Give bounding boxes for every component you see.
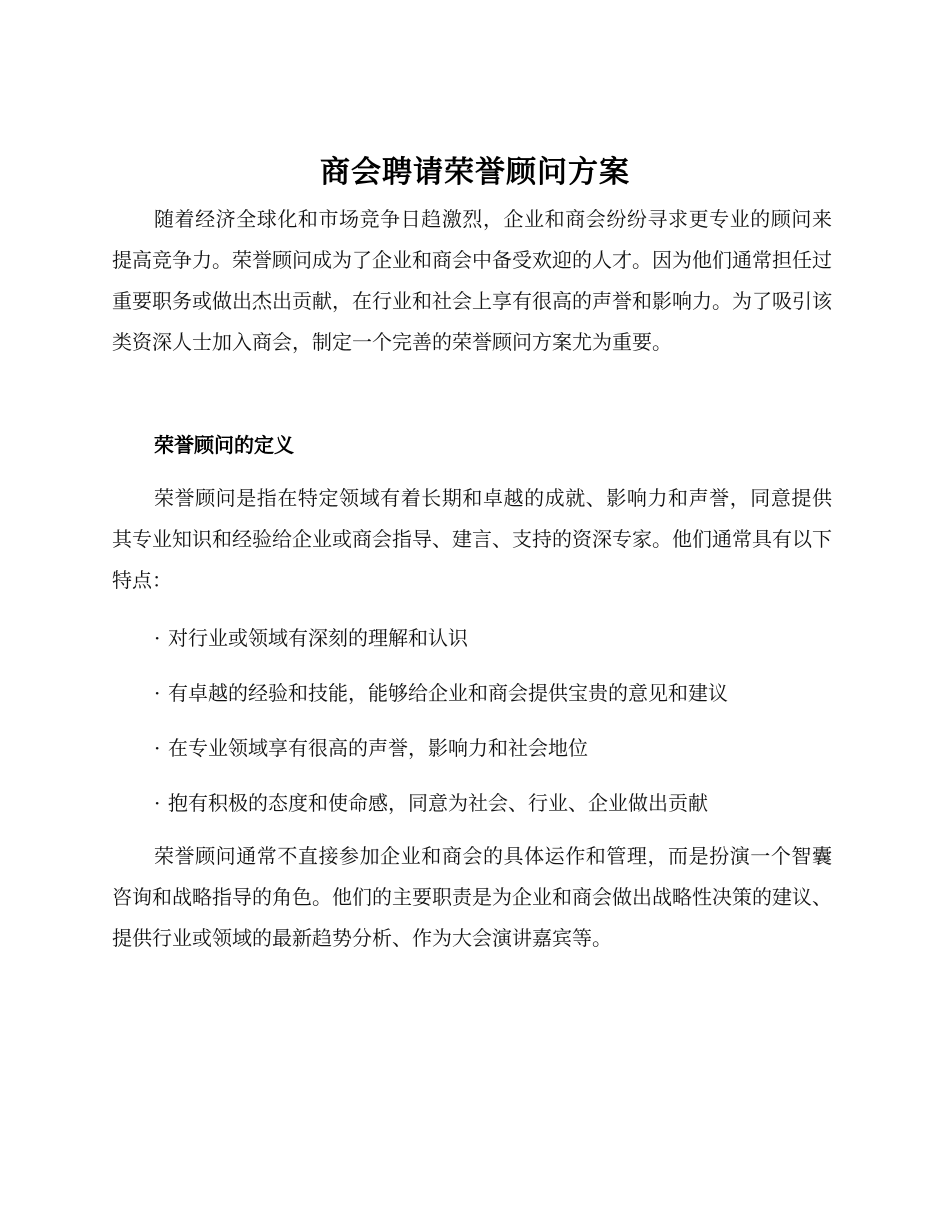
trait-text: 有卓越的经验和技能，能够给企业和商会提供宝贵的意见和建议 — [168, 681, 728, 705]
role-paragraph: 荣誉顾问通常不直接参加企业和商会的具体运作和管理，而是扮演一个智囊咨询和战略指导的角色。他们的主要职责是为企业和商会做出战略性决策的建议、提供行业或领域的最新趋势分析、作为大会演讲嘉宾等。 — [112, 844, 832, 950]
trait-list-item — [154, 618, 834, 658]
definition-paragraph: 荣誉顾问是指在特定领域有着长期和卓越的成就、影响力和声誉，同意提供其专业知识和经验给企业或商会指导、建言、支持的资深专家。他们通常具有以下特点： — [112, 486, 832, 592]
bullet-marker: · — [154, 791, 161, 815]
trait-list-item — [154, 783, 834, 823]
trait-list-item — [154, 673, 834, 713]
bullet-marker: · — [154, 681, 161, 705]
bullet-marker: · — [154, 626, 161, 650]
trait-list-item — [154, 728, 834, 768]
intro-paragraph: 随着经济全球化和市场竞争日趋激烈，企业和商会纷纷寻求更专业的顾问来提高竞争力。荣誉顾问成为了企业和商会中备受欢迎的人才。因为他们通常担任过重要职务或做出杰出贡献，在行业和社会上享有很高的声誉和影响力。为了吸引该类资深人士加入商会，制定一个完善的荣誉顾问方案尤为重要。 — [112, 207, 832, 354]
section-heading: 荣誉顾问的定义 — [154, 433, 294, 457]
bullet-marker: · — [154, 736, 161, 760]
trait-text: 在专业领域享有很高的声誉，影响力和社会地位 — [168, 736, 588, 760]
document-title: 商会聘请荣誉顾问方案 — [320, 155, 630, 190]
trait-text: 抱有积极的态度和使命感，同意为社会、行业、企业做出贡献 — [168, 791, 708, 815]
trait-text: 对行业或领域有深刻的理解和认识 — [168, 626, 468, 650]
